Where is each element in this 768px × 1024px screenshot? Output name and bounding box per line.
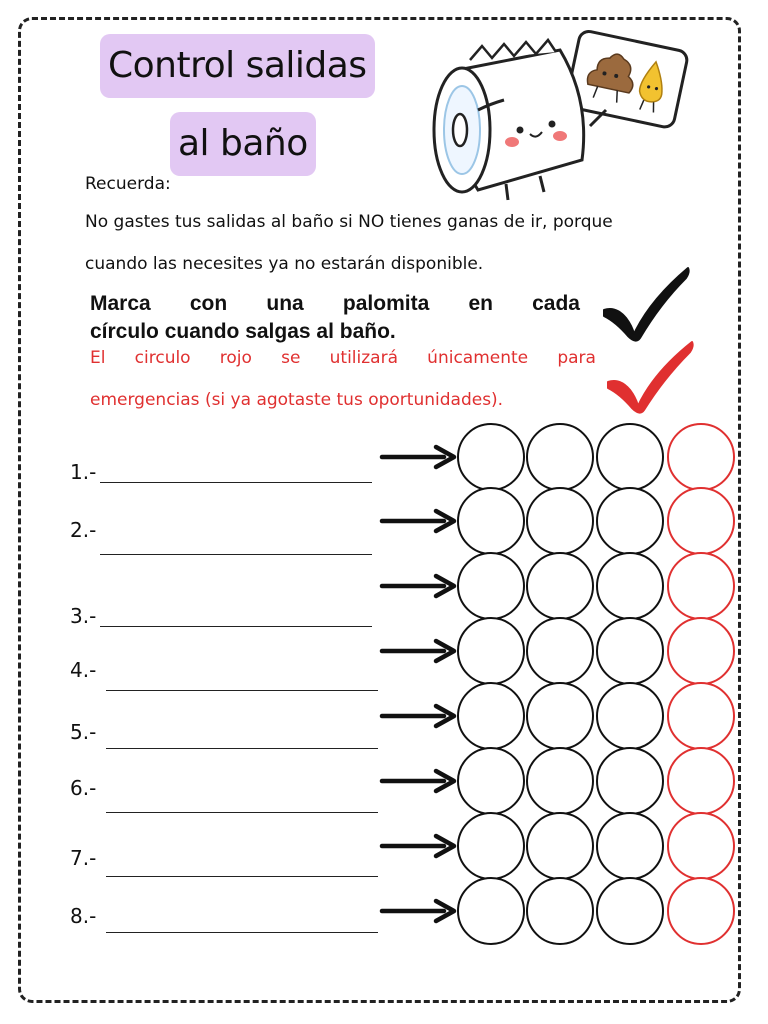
arrow-right-icon <box>382 771 454 791</box>
row-label: 7.- <box>70 846 97 870</box>
emergency-word: únicamente <box>427 348 529 368</box>
checkbox-circle[interactable] <box>527 683 593 749</box>
instruction-word: con <box>189 292 228 315</box>
instruction-word: una <box>266 292 304 315</box>
emergency-word: rojo <box>219 348 252 368</box>
emergency-word: utilizará <box>329 348 398 368</box>
row-label: 5.- <box>70 720 97 744</box>
checkbox-circle[interactable] <box>597 813 663 879</box>
row-label: 8.- <box>70 904 97 928</box>
instruction-word: en <box>468 292 493 315</box>
row-label: 2.- <box>70 518 97 542</box>
checkbox-circle[interactable] <box>527 618 593 684</box>
arrow-right-icon <box>382 836 454 856</box>
checkbox-circle[interactable] <box>597 488 663 554</box>
emergency-circle[interactable] <box>668 878 734 944</box>
checkbox-circle[interactable] <box>597 618 663 684</box>
emergency-line-2: emergencias (si ya agotaste tus oportunidades). <box>90 390 504 410</box>
checkbox-circle[interactable] <box>458 618 524 684</box>
intro-line-1: No gastes tus salidas al baño si NO tienes ganas de ir, porque <box>85 212 613 232</box>
emergency-word: se <box>281 348 301 368</box>
arrow-right-icon <box>382 447 454 467</box>
arrow-right-icon <box>382 511 454 531</box>
checkbox-circle[interactable] <box>527 488 593 554</box>
emergency-word: circulo <box>134 348 191 368</box>
checkbox-circle[interactable] <box>597 553 663 619</box>
instruction-word: palomita <box>342 292 430 315</box>
arrow-right-icon <box>382 576 454 596</box>
checkbox-circle[interactable] <box>458 878 524 944</box>
row-label: 3.- <box>70 604 97 628</box>
checkbox-circle[interactable] <box>458 424 524 490</box>
emergency-word: El <box>90 348 106 368</box>
checkbox-circle[interactable] <box>458 683 524 749</box>
checkbox-circle[interactable] <box>527 878 593 944</box>
emergency-word: para <box>557 348 596 368</box>
checkbox-circle[interactable] <box>527 424 593 490</box>
arrow-right-icon <box>382 901 454 921</box>
checkbox-circle[interactable] <box>527 748 593 814</box>
row-label: 6.- <box>70 776 97 800</box>
instruction-word: Marca <box>90 292 151 315</box>
checkbox-circle[interactable] <box>458 813 524 879</box>
emergency-circle[interactable] <box>668 424 734 490</box>
checkbox-circle[interactable] <box>458 488 524 554</box>
instruction-word: cada <box>532 292 580 315</box>
checkbox-circle[interactable] <box>597 683 663 749</box>
intro-line-2: cuando las necesites ya no estarán disponible. <box>85 254 484 274</box>
checkbox-circle[interactable] <box>458 553 524 619</box>
checkbox-circle[interactable] <box>527 813 593 879</box>
arrow-right-icon <box>382 641 454 661</box>
checkbox-circle[interactable] <box>458 748 524 814</box>
emergency-circle[interactable] <box>668 618 734 684</box>
title-line-1: Control salidas <box>100 34 375 98</box>
emergency-circle[interactable] <box>668 488 734 554</box>
arrow-right-icon <box>382 706 454 726</box>
row-label: 4.- <box>70 658 97 682</box>
emergency-circle[interactable] <box>668 748 734 814</box>
checkbox-circle[interactable] <box>597 748 663 814</box>
emergency-circle[interactable] <box>668 683 734 749</box>
row-label: 1.- <box>70 460 97 484</box>
emergency-circle[interactable] <box>668 813 734 879</box>
emergency-circle[interactable] <box>668 553 734 619</box>
title-line-2: al baño <box>170 112 316 176</box>
instruction-line-2: círculo cuando salgas al baño. <box>90 320 396 343</box>
checkbox-circle[interactable] <box>527 553 593 619</box>
checkbox-circle[interactable] <box>597 878 663 944</box>
checkbox-circle[interactable] <box>597 424 663 490</box>
intro-heading: Recuerda: <box>85 174 171 194</box>
